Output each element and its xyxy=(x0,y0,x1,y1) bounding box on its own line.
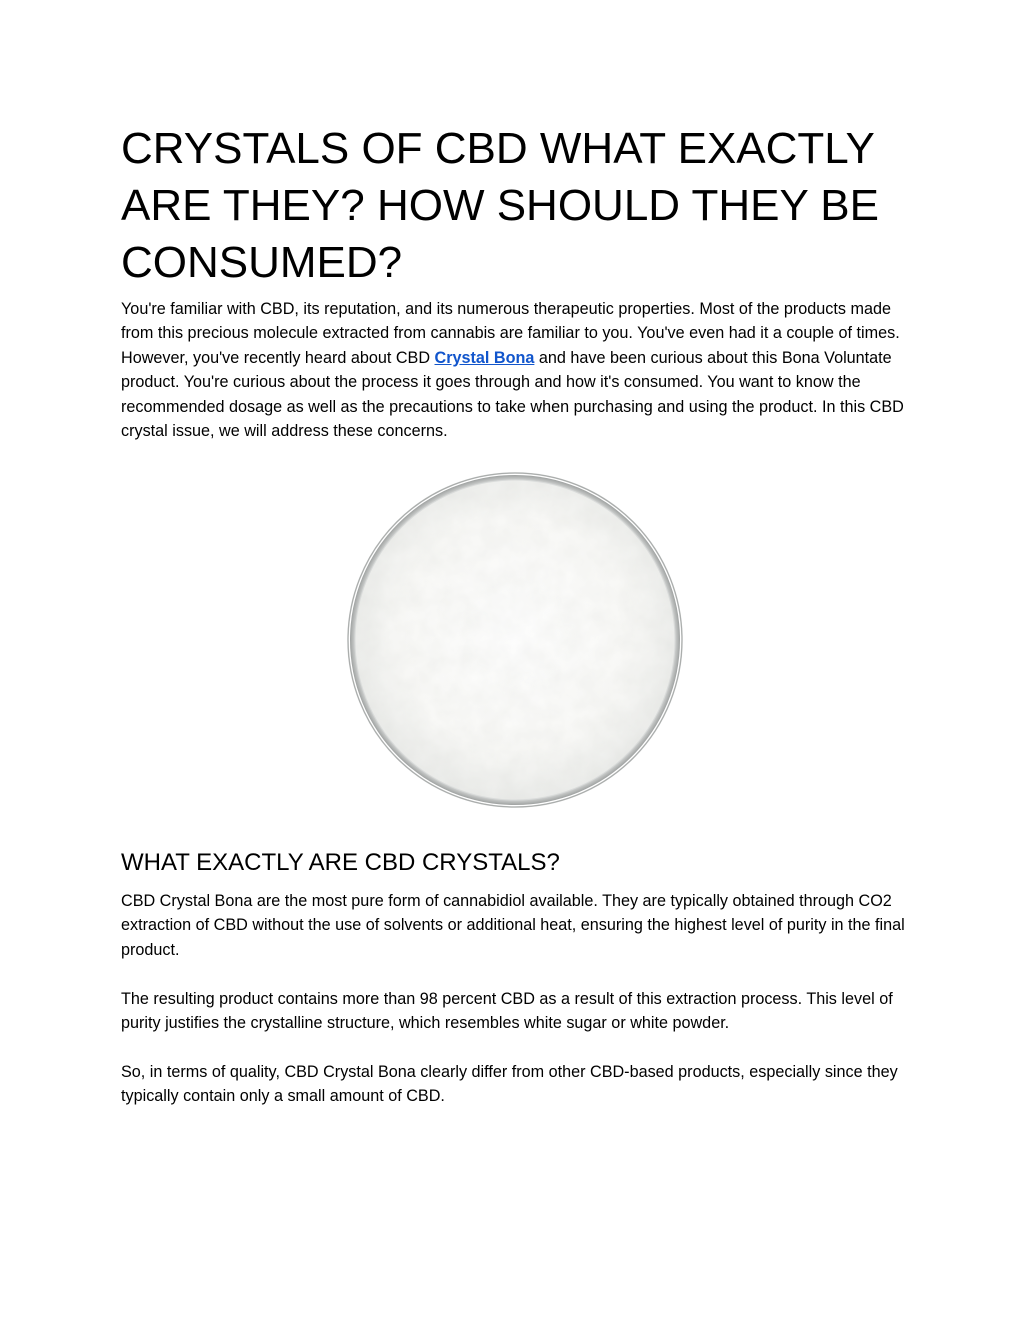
intro-paragraph xyxy=(121,297,911,443)
section-paragraph-3: So, in terms of quality, CBD Crystal Bona clearly differ from other CBD-based products, especially since they typically contain only a small amount of CBD. xyxy=(121,1062,898,1106)
petri-dish-with-white-powder-image xyxy=(341,470,689,810)
crystal-bona-link[interactable]: Crystal Bona xyxy=(434,348,535,367)
section-body xyxy=(121,889,911,1109)
document-page xyxy=(121,120,911,1106)
intro-text-before-link: You're familiar with CBD, its reputation, and its numerous therapeutic properties. Most of the products made from this precious molecule extracted from cannabis are familiar to you. You've even had it a couple of times. However, you've recently heard about CBD xyxy=(121,300,900,367)
section-paragraph-2: The resulting product contains more than 98 percent CBD as a result of this extraction process. This level of purity justifies the crystalline structure, which resembles white sugar or white powder. xyxy=(121,989,893,1033)
section-paragraph-1: CBD Crystal Bona are the most pure form of cannabidiol available. They are typically obtained through CO2 extraction of CBD without the use of solvents or additional heat, ensuring the highest level of purity in the final product. xyxy=(121,892,905,959)
section-heading: WHAT EXACTLY ARE CBD CRYSTALS? xyxy=(121,849,560,876)
intro-text-after-link: and have been curious about this Bona Voluntate product. You're curious about the process it goes through and how it's consumed. You want to know the recommended dosage as well as the precautions to take when purchasing and using the product. In this CBD crystal issue, we will address these concerns. xyxy=(121,348,904,441)
page-title: CRYSTALS OF CBD WHAT EXACTLY ARE THEY? HOW SHOULD THEY BE CONSUMED? xyxy=(121,124,879,287)
petri-dish-image xyxy=(341,470,689,810)
